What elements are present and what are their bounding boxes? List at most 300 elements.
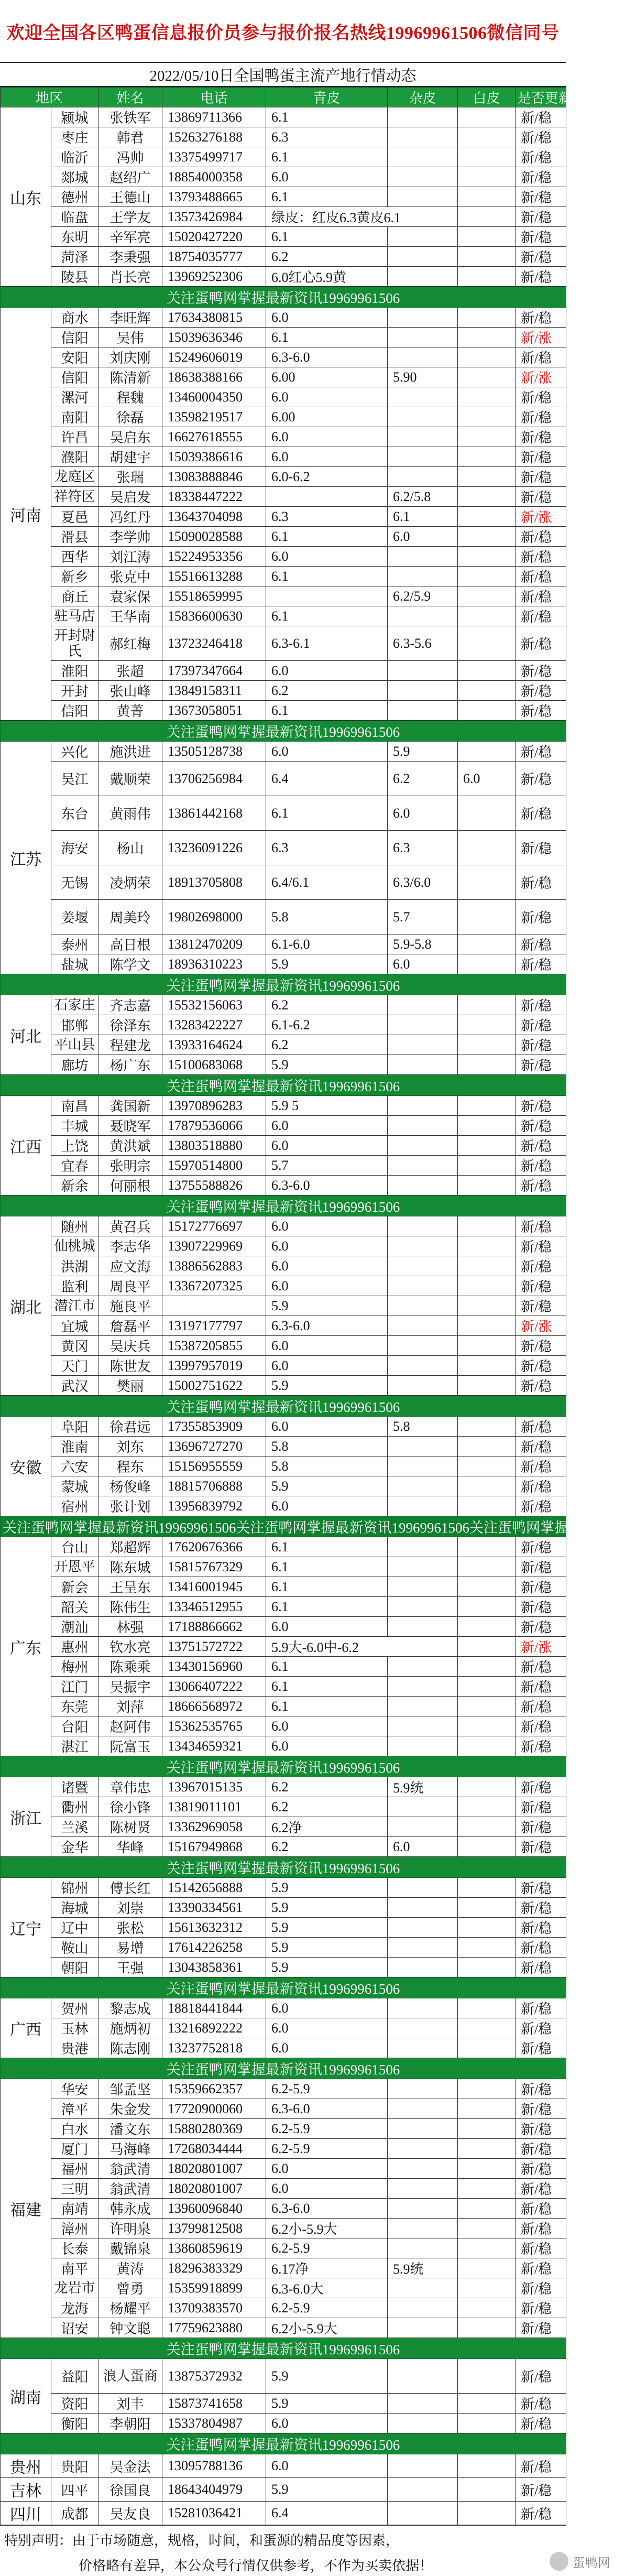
- green-shell-price: 6.1: [266, 567, 388, 586]
- phone-number: 13819011101: [162, 1797, 266, 1817]
- white-shell-price: [458, 1316, 516, 1336]
- update-status: 新/稳: [516, 606, 566, 626]
- green-shell-price: 6.3: [266, 507, 388, 527]
- table-row: [1, 681, 566, 701]
- green-shell-price: 6.0: [266, 1216, 388, 1236]
- contact-name: 陈树贤: [98, 1817, 162, 1837]
- contact-name: 刘崇: [98, 1898, 162, 1918]
- phone-number: 18643404979: [162, 2478, 266, 2502]
- green-shell-price: 6.2-5.9: [266, 2119, 388, 2139]
- phone-number: 18936310223: [162, 954, 266, 974]
- mixed-shell-price: [388, 2139, 458, 2159]
- table-row: [1, 1496, 566, 1516]
- green-shell-price: 5.9: [266, 1055, 388, 1075]
- phone-number: 18020801007: [162, 2179, 266, 2199]
- province-cell: 江苏: [1, 742, 51, 974]
- green-shell-price: 6.1: [266, 107, 388, 127]
- city-cell: 梅州: [51, 1657, 98, 1677]
- province-cell: 四川: [1, 2502, 51, 2525]
- phone-number: 17268034444: [162, 2139, 266, 2159]
- mixed-shell-price: [388, 681, 458, 701]
- city-cell: 海城: [51, 1898, 98, 1918]
- table-row: [1, 1716, 566, 1736]
- notice-banner: [1, 1195, 566, 1216]
- white-shell-price: [458, 267, 516, 287]
- green-shell-price: 6.2: [266, 1035, 388, 1055]
- white-shell-price: [458, 1617, 516, 1637]
- city-cell: 滑县: [51, 527, 98, 547]
- city-cell: 淮阳: [51, 661, 98, 681]
- table-row: [1, 447, 566, 467]
- table-row: [1, 2478, 566, 2502]
- mixed-shell-price: [388, 247, 458, 267]
- city-cell: 漳平: [51, 2099, 98, 2119]
- white-shell-price: [458, 606, 516, 626]
- green-shell-price: 6.1: [266, 527, 388, 547]
- green-shell-price: 6.0: [266, 1336, 388, 1356]
- city-cell: 盐城: [51, 954, 98, 974]
- table-row: [1, 507, 566, 527]
- table-row: [1, 1777, 566, 1797]
- contact-name: 杨广东: [98, 1055, 162, 1075]
- city-cell: 玉林: [51, 2018, 98, 2038]
- green-shell-price: 6.3-6.0: [266, 1316, 388, 1336]
- phone-number: 13066407222: [162, 1677, 266, 1697]
- white-shell-price: [458, 1637, 516, 1657]
- city-cell: 南靖: [51, 2199, 98, 2219]
- white-shell-price: [458, 2079, 516, 2099]
- contact-name: 施炳初: [98, 2018, 162, 2038]
- green-shell-price: 6.2: [266, 681, 388, 701]
- city-cell: 丰城: [51, 1116, 98, 1136]
- table-row: [1, 2278, 566, 2298]
- city-cell: 湛江: [51, 1736, 98, 1756]
- white-shell-price: [458, 2179, 516, 2199]
- watermark-logo-icon: [550, 2552, 568, 2571]
- city-cell: 邯郸: [51, 1015, 98, 1035]
- mixed-shell-price: [388, 1657, 458, 1677]
- phone-number: 17614226258: [162, 1938, 266, 1958]
- contact-name: 李学帅: [98, 527, 162, 547]
- phone-number: 13869711366: [162, 107, 266, 127]
- table-row: [1, 661, 566, 681]
- green-shell-price: 6.2净: [266, 1817, 388, 1837]
- contact-name: 杨山: [98, 831, 162, 865]
- contact-name: 黄涛: [98, 2258, 162, 2278]
- phone-number: 13367207325: [162, 1276, 266, 1296]
- city-cell: 漯河: [51, 387, 98, 407]
- contact-name: 章伟忠: [98, 1777, 162, 1797]
- contact-name: 徐君远: [98, 1417, 162, 1437]
- phone-number: 13346512955: [162, 1597, 266, 1617]
- white-shell-price: [458, 2018, 516, 2038]
- contact-name: 刘江涛: [98, 547, 162, 567]
- mixed-shell-price: [388, 2199, 458, 2219]
- table-row: [1, 227, 566, 247]
- table-row: [1, 2199, 566, 2219]
- white-shell-price: [458, 1657, 516, 1677]
- contact-name: 浪人蛋商: [98, 2359, 162, 2394]
- update-status: 新/稳: [516, 1496, 566, 1516]
- contact-name: 邹孟坚: [98, 2079, 162, 2099]
- contact-name: 王学友: [98, 207, 162, 227]
- city-cell: 厦门: [51, 2139, 98, 2159]
- phone-number: 15362535765: [162, 1716, 266, 1736]
- table-row: [1, 626, 566, 661]
- white-shell-price: [458, 1797, 516, 1817]
- update-status: 新/稳: [516, 954, 566, 974]
- update-status: 新/涨: [516, 1316, 566, 1336]
- update-status: 新/稳: [516, 1437, 566, 1457]
- phone-number: 15836600630: [162, 606, 266, 626]
- white-shell-price: [458, 681, 516, 701]
- table-row: [1, 1296, 566, 1316]
- city-cell: 福州: [51, 2159, 98, 2179]
- phone-number: 13751572722: [162, 1637, 266, 1657]
- city-cell: 新余: [51, 1176, 98, 1195]
- update-status: 新/稳: [516, 2018, 566, 2038]
- green-shell-price: 6.1: [266, 1597, 388, 1617]
- update-status: 新/稳: [516, 547, 566, 567]
- contact-name: 吴振宇: [98, 1677, 162, 1697]
- mixed-shell-price: [388, 2318, 458, 2338]
- table-row: [1, 1055, 566, 1075]
- mixed-shell-price: [388, 447, 458, 467]
- phone-number: 15880280369: [162, 2119, 266, 2139]
- table-row: [1, 1417, 566, 1437]
- mixed-shell-price: [388, 2099, 458, 2119]
- mixed-shell-price: [388, 1356, 458, 1376]
- update-status: 新/稳: [516, 1817, 566, 1837]
- mixed-shell-price: [388, 427, 458, 447]
- table-row: [1, 1677, 566, 1697]
- white-shell-price: [458, 247, 516, 267]
- update-status: 新/稳: [516, 1998, 566, 2018]
- mixed-shell-price: 6.3/6.0: [388, 865, 458, 900]
- city-cell: 海安: [51, 831, 98, 865]
- city-cell: 南阳: [51, 407, 98, 427]
- contact-name: 樊丽: [98, 1376, 162, 1396]
- white-shell-price: [458, 308, 516, 328]
- province-cell: 湖北: [1, 1216, 51, 1396]
- phone-number: 13956839792: [162, 1496, 266, 1516]
- city-cell: 监利: [51, 1276, 98, 1296]
- white-shell-price: [458, 1496, 516, 1516]
- notice-banner-text: 关注蛋鸭网掌握最新资讯19969961506: [1, 1075, 566, 1096]
- update-status: 新/稳: [516, 865, 566, 900]
- phone-number: 15039636346: [162, 328, 266, 347]
- phone-number: 13793488665: [162, 187, 266, 207]
- contact-name: 钟文聪: [98, 2318, 162, 2338]
- table-row: [1, 900, 566, 934]
- green-shell-price: 6.17净: [266, 2258, 388, 2278]
- province-cell: 河南: [1, 308, 51, 721]
- green-shell-price: 5.9: [266, 1938, 388, 1958]
- update-status: 新/稳: [516, 2219, 566, 2238]
- green-shell-price: 6.00: [266, 407, 388, 427]
- white-shell-price: [458, 661, 516, 681]
- update-status: 新/稳: [516, 147, 566, 167]
- table-row: [1, 308, 566, 328]
- green-shell-price: 5.9: [266, 954, 388, 974]
- table-row: [1, 1998, 566, 2018]
- city-cell: 长泰: [51, 2238, 98, 2258]
- city-cell: 南平: [51, 2258, 98, 2278]
- green-shell-price: 6.0: [266, 1116, 388, 1136]
- table-row: [1, 2454, 566, 2478]
- city-cell: 诏安: [51, 2318, 98, 2338]
- contact-name: 朱金发: [98, 2099, 162, 2119]
- mixed-shell-price: [388, 1716, 458, 1736]
- contact-name: 辛军亮: [98, 227, 162, 247]
- notice-banner-text: 关注蛋鸭网掌握最新资讯19969961506: [1, 721, 566, 742]
- update-status: 新/稳: [516, 447, 566, 467]
- contact-name: 张计划: [98, 1496, 162, 1516]
- table-row: [1, 147, 566, 167]
- city-cell: 德州: [51, 187, 98, 207]
- contact-name: 刘丰: [98, 2394, 162, 2414]
- green-shell-price: 6.2-5.9: [266, 2139, 388, 2159]
- table-row: [1, 1216, 566, 1236]
- mixed-shell-price: [388, 2298, 458, 2318]
- green-shell-price: 6.0: [266, 2038, 388, 2058]
- table-row: [1, 2238, 566, 2258]
- city-cell: 东莞: [51, 1697, 98, 1716]
- update-status: 新/稳: [516, 1537, 566, 1557]
- table-row: [1, 1817, 566, 1837]
- update-status: 新/稳: [516, 207, 566, 227]
- table-row: [1, 247, 566, 267]
- header-phone: 电话: [162, 88, 266, 107]
- notice-banner-text: 关注蛋鸭网掌握最新资讯19969961506: [1, 2058, 566, 2079]
- white-shell-price: [458, 427, 516, 447]
- mixed-shell-price: [388, 1055, 458, 1075]
- green-shell-price: 5.9: [266, 1898, 388, 1918]
- table-row: [1, 1898, 566, 1918]
- white-shell-price: [458, 2394, 516, 2414]
- white-shell-price: [458, 1837, 516, 1857]
- city-cell: 枣庄: [51, 127, 98, 147]
- phone-number: 15224953356: [162, 547, 266, 567]
- green-shell-price: 5.8: [266, 900, 388, 934]
- city-cell: 资阳: [51, 2394, 98, 2414]
- city-cell: 新会: [51, 1577, 98, 1597]
- update-status: 新/稳: [516, 1476, 566, 1496]
- contact-name: 张明宗: [98, 1156, 162, 1176]
- province-cell: 福建: [1, 2079, 51, 2338]
- green-shell-price: 6.1: [266, 147, 388, 167]
- city-cell: 华安: [51, 2079, 98, 2099]
- phone-number: 15516613288: [162, 567, 266, 586]
- green-shell-price: 6.0: [266, 1356, 388, 1376]
- green-shell-price: 5.9: [266, 1476, 388, 1496]
- contact-name: 韩君: [98, 127, 162, 147]
- mixed-shell-price: 5.9-5.8: [388, 934, 458, 954]
- update-status: 新/稳: [516, 2298, 566, 2318]
- green-shell-price: 6.2小-5.9大: [266, 2318, 388, 2338]
- mixed-shell-price: [388, 1817, 458, 1837]
- white-shell-price: [458, 1898, 516, 1918]
- contact-name: 潘文东: [98, 2119, 162, 2139]
- update-status: 新/稳: [516, 467, 566, 487]
- mixed-shell-price: [388, 1537, 458, 1557]
- city-cell: 诸暨: [51, 1777, 98, 1797]
- white-shell-price: [458, 2318, 516, 2338]
- green-shell-price: 6.0: [266, 447, 388, 467]
- white-shell-price: [458, 1136, 516, 1156]
- table-row: [1, 2119, 566, 2139]
- white-shell-price: 6.0: [458, 762, 516, 796]
- phone-number: 13362969058: [162, 1817, 266, 1837]
- phone-number: 15172776697: [162, 1216, 266, 1236]
- phone-number: 13643704098: [162, 507, 266, 527]
- city-cell: 鞍山: [51, 1938, 98, 1958]
- white-shell-price: [458, 1236, 516, 1256]
- phone-number: 13505128738: [162, 742, 266, 762]
- phone-number: 15359662357: [162, 2079, 266, 2099]
- contact-name: 张克中: [98, 567, 162, 586]
- table-row: [1, 187, 566, 207]
- city-cell: 仙桃城: [51, 1236, 98, 1256]
- green-shell-price: 5.9: [266, 1958, 388, 1977]
- white-shell-price: [458, 2159, 516, 2179]
- green-shell-price: 6.3-6.0大: [266, 2278, 388, 2298]
- mixed-shell-price: [388, 267, 458, 287]
- white-shell-price: [458, 995, 516, 1015]
- table-row: [1, 1457, 566, 1476]
- green-shell-price: [266, 487, 388, 507]
- city-cell: 石家庄: [51, 995, 98, 1015]
- green-shell-price: 6.2-5.9: [266, 2298, 388, 2318]
- green-shell-price: 5.9: [266, 1376, 388, 1396]
- notice-banner-text: 关注蛋鸭网掌握最新资讯19969961506: [1, 2338, 566, 2359]
- contact-name: 李旺辉: [98, 308, 162, 328]
- city-cell: 信阳: [51, 328, 98, 347]
- green-shell-price: 6.2: [266, 1797, 388, 1817]
- table-row: [1, 762, 566, 796]
- white-shell-price: [458, 2258, 516, 2278]
- mixed-shell-price: [388, 2278, 458, 2298]
- phone-number: 13709383570: [162, 2298, 266, 2318]
- white-shell-price: [458, 1817, 516, 1837]
- green-shell-price: 6.0: [266, 1998, 388, 2018]
- green-shell-price: 5.9 5: [266, 1096, 388, 1116]
- green-shell-price: 6.1: [266, 1657, 388, 1677]
- contact-name: 吴启发: [98, 487, 162, 507]
- mixed-shell-price: [388, 1437, 458, 1457]
- city-cell: 夏邑: [51, 507, 98, 527]
- table-row: [1, 1437, 566, 1457]
- update-status: 新/稳: [516, 2454, 566, 2478]
- green-shell-price: 6.0: [266, 2414, 388, 2433]
- phone-number: 18818441844: [162, 1998, 266, 2018]
- mixed-shell-price: [388, 567, 458, 586]
- green-shell-price: 6.0: [266, 661, 388, 681]
- city-cell: 信阳: [51, 367, 98, 387]
- province-cell: 辽宁: [1, 1878, 51, 1977]
- update-status: 新/稳: [516, 1878, 566, 1898]
- contact-name: 华峰: [98, 1837, 162, 1857]
- green-shell-price: 6.0: [266, 1256, 388, 1276]
- table-row: [1, 1797, 566, 1817]
- update-status: 新/稳: [516, 831, 566, 865]
- city-cell: 贵港: [51, 2038, 98, 2058]
- table-row: [1, 527, 566, 547]
- watermark-text: 蛋鸭网: [573, 2556, 610, 2570]
- phone-number: 15613632312: [162, 1918, 266, 1938]
- green-shell-price: 6.1: [266, 187, 388, 207]
- mixed-shell-price: 6.0: [388, 796, 458, 831]
- update-status: 新/稳: [516, 308, 566, 328]
- phone-number: 16627618555: [162, 427, 266, 447]
- mixed-shell-price: [388, 107, 458, 127]
- table-row: [1, 1837, 566, 1857]
- mixed-shell-price: [388, 547, 458, 567]
- phone-number: 13197177797: [162, 1316, 266, 1336]
- update-status: 新/稳: [516, 167, 566, 187]
- white-shell-price: [458, 387, 516, 407]
- city-cell: 龙海: [51, 2298, 98, 2318]
- table-row: [1, 1697, 566, 1716]
- mixed-shell-price: [388, 1577, 458, 1597]
- green-shell-price: 5.9: [266, 1296, 388, 1316]
- phone-number: 18638388166: [162, 367, 266, 387]
- contact-name: 杨俊峰: [98, 1476, 162, 1496]
- contact-name: 张超: [98, 661, 162, 681]
- contact-name: 李朝阳: [98, 2414, 162, 2433]
- update-status: 新/稳: [516, 2238, 566, 2258]
- white-shell-price: [458, 567, 516, 586]
- green-shell-price: 6.2: [266, 247, 388, 267]
- white-shell-price: [458, 1597, 516, 1617]
- contact-name: 马海峰: [98, 2139, 162, 2159]
- phone-number: 13216892222: [162, 2018, 266, 2038]
- contact-name: 程东: [98, 1457, 162, 1476]
- green-shell-price: 5.9: [266, 1918, 388, 1938]
- white-shell-price: [458, 527, 516, 547]
- mixed-shell-price: [388, 167, 458, 187]
- phone-number: 15263276188: [162, 127, 266, 147]
- city-cell: 蒙城: [51, 1476, 98, 1496]
- city-cell: 兴化: [51, 742, 98, 762]
- contact-name: 徐国良: [98, 2478, 162, 2502]
- phone-number: 15518659995: [162, 586, 266, 606]
- mixed-shell-price: 5.9统: [388, 2258, 458, 2278]
- city-cell: 宜城: [51, 1316, 98, 1336]
- green-shell-price: 6.3-6.0: [266, 1176, 388, 1195]
- mixed-shell-price: 6.1: [388, 507, 458, 527]
- table-row: [1, 367, 566, 387]
- table-row: [1, 1577, 566, 1597]
- city-cell: 西华: [51, 547, 98, 567]
- table-row: [1, 567, 566, 586]
- update-status: 新/稳: [516, 2119, 566, 2139]
- phone-number: 13960096840: [162, 2199, 266, 2219]
- table-row: [1, 2394, 566, 2414]
- mixed-shell-price: [388, 1176, 458, 1195]
- table-row: [1, 1096, 566, 1116]
- green-shell-price: 6.3-6.0: [266, 347, 388, 367]
- white-shell-price: [458, 167, 516, 187]
- green-shell-price: 5.9大-6.0中-6.2: [266, 1637, 458, 1657]
- contact-name: 陈志刚: [98, 2038, 162, 2058]
- update-status: 新/稳: [516, 1035, 566, 1055]
- city-cell: 菏泽: [51, 247, 98, 267]
- city-cell: 郯城: [51, 167, 98, 187]
- contact-name: 翁武清: [98, 2159, 162, 2179]
- watermark: [550, 2552, 610, 2571]
- white-shell-price: [458, 507, 516, 527]
